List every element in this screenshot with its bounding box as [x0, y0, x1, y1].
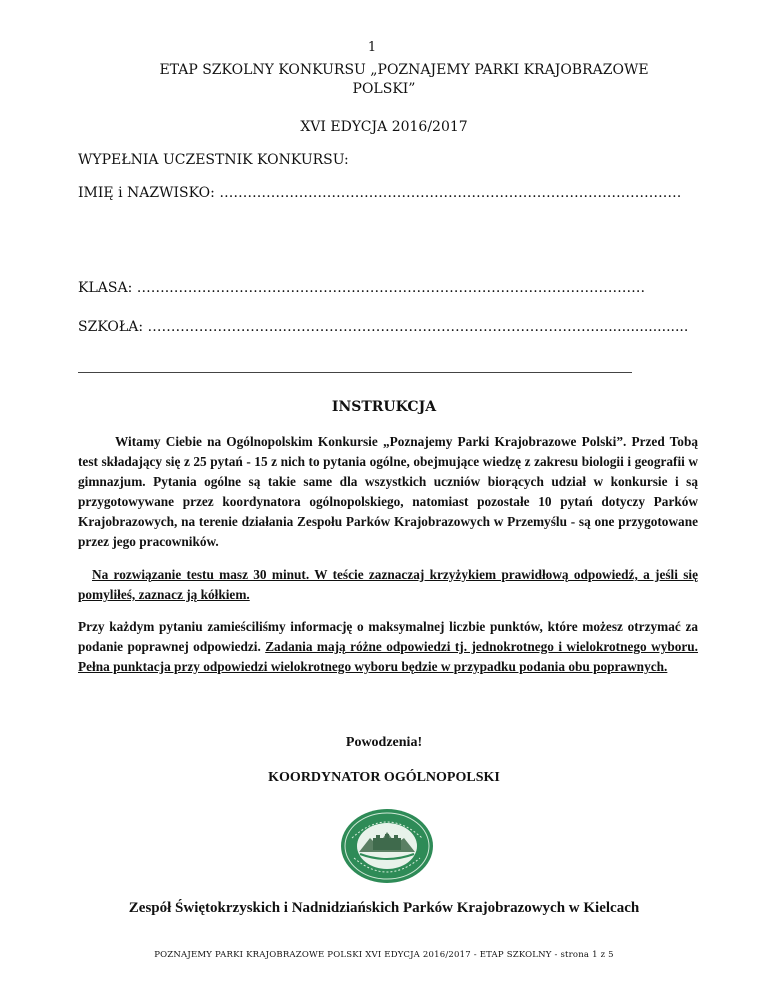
contest-title-line2: POLSKI” — [352, 81, 416, 97]
good-luck-text: Powodzenia! — [345, 735, 423, 750]
page-footer: POZNAJEMY PARKI KRAJOBRAZOWE POLSKI XVI EDYCJA 2016/2017 - ETAP SZKOLNY - strona 1 z 5 — [154, 950, 614, 960]
instructions-paragraph-3-plain: Przy każdym pytaniu zamieściliśmy informację o maksymalnej liczbie punktów, które możesz otrzymać za podanie poprawnej odpowiedzi. — [78, 619, 698, 654]
contest-title-line1: ETAP SZKOLNY KONKURSU „POZNAJEMY PARKI KRAJOBRAZOWE — [159, 62, 649, 78]
instructions-paragraph-2-text: Na rozwiązanie testu masz 30 minut. W teście zaznaczaj krzyżykiem prawidłową odpowiedź, a jeśli się pomyliłeś, zaznacz ją kółkiem. — [78, 567, 698, 602]
instructions-heading: INSTRUKCJA — [331, 399, 437, 415]
instructions-paragraph-1-text: Witamy Ciebie na Ogólnopolskim Konkursie „Poznajemy Parki Krajobrazowe Polski”. Przed Tobą test składający się z 25 pytań - 15 z nich to pytania ogólne, obejmujące wiedzę z zakresu biologii i geografii w gimnazjum. Pytania ogólne są takie same dla wszystkich uczniów biorących udział w konkursie i są przygotowywane przez koordynatora ogólnopolskiego, natomiast pozostałe 10 pytań dotyczy Parków Krajobrazowych, na terenie działania Zespołu Parków Krajobrazowych w Przemyślu - są one przygotowane przez jego pracowników. — [78, 434, 698, 549]
fill-by-participant-label: WYPEŁNIA UCZESTNIK KONKURSU: — [78, 152, 349, 168]
page-number: 1 — [367, 40, 377, 55]
instructions-paragraph-2 — [78, 565, 698, 605]
divider — [78, 372, 632, 373]
coordinator-label: KOORDYNATOR OGÓLNOPOLSKI — [268, 770, 500, 785]
organization-name: Zespół Świętokrzyskich i Nadnidziańskich Parków Krajobrazowych w Kielcach — [128, 900, 640, 916]
instructions-paragraph-3-underlined: Zadania mają różne odpowiedzi tj. jednokrotnego i wielokrotnego wyboru. Pełna punktacja przy odpowiedzi wielokrotnego wyboru będzie w przypadku podania obu poprawnych. — [78, 639, 699, 674]
instructions-paragraph-1 — [78, 432, 698, 552]
class-field[interactable]: KLASA: …….………………………………………………………………………………………… — [78, 280, 646, 296]
edition-title: XVI EDYCJA 2016/2017 — [300, 119, 468, 135]
instructions-paragraph-3 — [78, 617, 698, 677]
park-emblem-icon — [340, 808, 434, 884]
name-field[interactable]: IMIĘ i NAZWISKO: ……………………………………………………………………………………… — [78, 185, 682, 201]
school-field[interactable]: SZKOŁA: ………………………..…………………………………………………………...................... — [78, 319, 689, 335]
